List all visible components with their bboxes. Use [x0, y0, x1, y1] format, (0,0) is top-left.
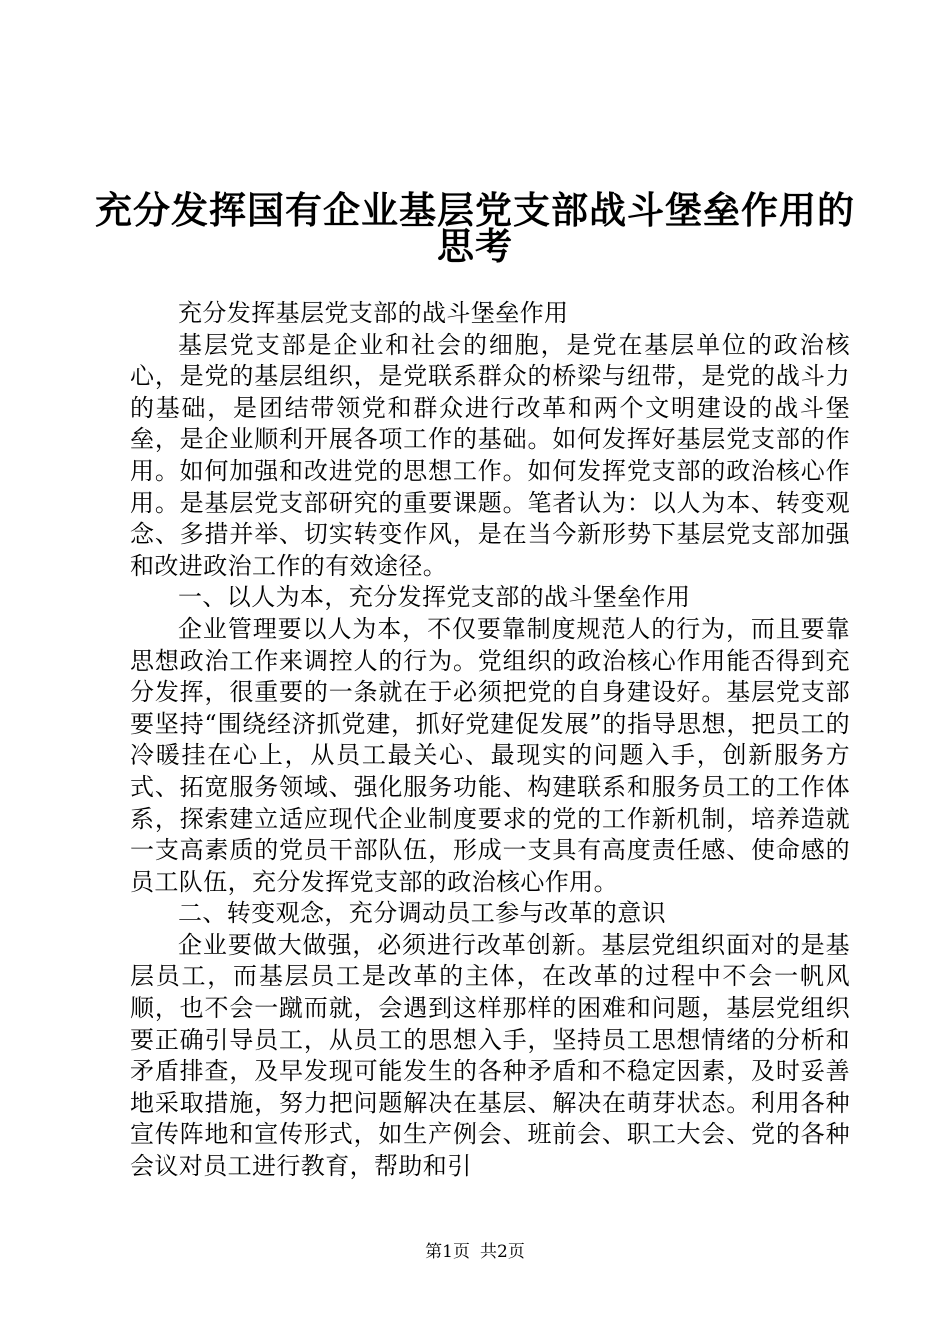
document-title-line-1: 充分发挥国有企业基层党支部战斗堡垒作用的 [95, 188, 855, 232]
document-title-line-2: 思考 [437, 224, 513, 268]
section-heading-1: 一、以人为本，充分发挥党支部的战斗堡垒作用 [178, 583, 691, 612]
page-footer [0, 1240, 950, 1264]
page-total: 共2页 [480, 1242, 525, 1262]
paragraph-section-2: 企业要做大做强，必须进行改革创新。基层党组织面对的是基层员工，而基层员工是改革的主体，在改革的过程中不会一帆风顺，也不会一蹴而就，会遇到这样那样的困难和问题，基层党组织要正确引导员工，从员工的思想入手，坚持员工思想情绪的分析和矛盾排查，及早发现可能发生的各种矛盾和不稳定因素，及时妥善地采取措施，努力把问题解决在基层、解决在萌芽状态。利用各种宣传阵地和宣传形式，如生产例会、班前会、职工大会、党的各种会议对员工进行教育，帮助和引 [130, 930, 850, 1181]
page-number: 第1页 [425, 1242, 470, 1262]
document-body [130, 298, 850, 1183]
paragraph-intro: 基层党支部是企业和社会的细胞，是党在基层单位的政治核心，是党的基层组织，是党联系群众的桥梁与纽带，是党的战斗力的基础，是团结带领党和群众进行改革和两个文明建设的战斗堡垒，是企业顺利开展各项工作的基础。如何发挥好基层党支部的作用。如何加强和改进党的思想工作。如何发挥党支部的政治核心作用。是基层党支部研究的重要课题。笔者认为：以人为本、转变观念、多措并举、切实转变作风，是在当今新形势下基层党支部加强和改进政治工作的有效途径。 [130, 330, 850, 580]
paragraph-section-1: 企业管理要以人为本，不仅要靠制度规范人的行为，而且要靠思想政治工作来调控人的行为。党组织的政治核心作用能否得到充分发挥，很重要的一条就在于必须把党的自身建设好。基层党支部要坚持“围绕经济抓党建，抓好党建促发展”的指导思想，把员工的冷暖挂在心上，从员工最关心、最现实的问题入手，创新服务方式、拓宽服务领域、强化服务功能、构建联系和服务员工的工作体系，探索建立适应现代企业制度要求的党的工作新机制，培养造就一支高素质的党员干部队伍，形成一支具有高度责任感、使命感的员工队伍，充分发挥党支部的政治核心作用。 [130, 614, 850, 896]
section-heading-2: 二、转变观念，充分调动员工参与改革的意识 [178, 899, 666, 928]
document-subtitle: 充分发挥基层党支部的战斗堡垒作用 [178, 299, 569, 327]
